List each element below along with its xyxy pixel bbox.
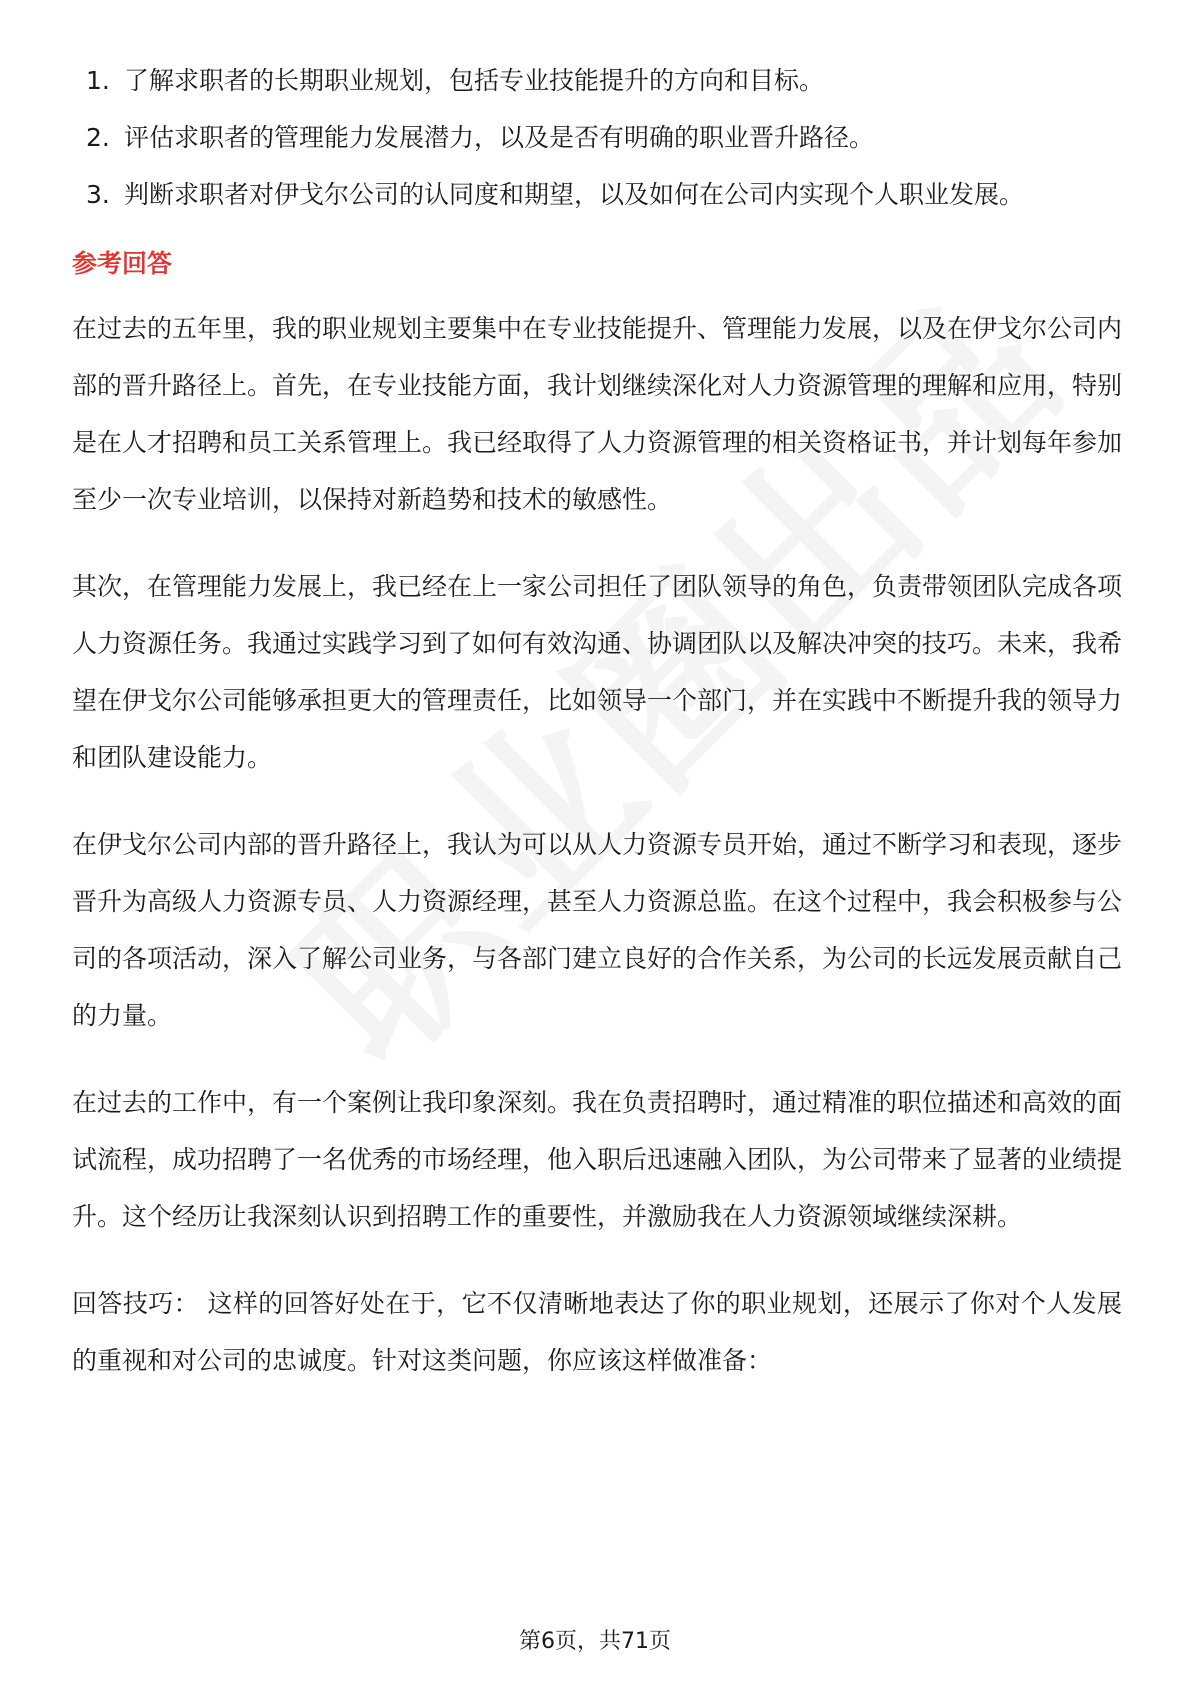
answer-paragraph: 在过去的五年里，我的职业规划主要集中在专业技能提升、管理能力发展，以及在伊戈尔公司内部的晋升路径上。首先，在专业技能方面，我计划继续深化对人力资源管理的理解和应用，特别是在人才招聘和员工关系管理上。我已经取得了人力资源管理的相关资格证书，并计划每年参加至少一次专业培训，以保持对新趋势和技术的敏感性。	[72, 314, 1123, 514]
page-content	[72, 52, 1122, 1419]
page-footer: 第6页，共71页	[519, 1629, 671, 1654]
answer-paragraph: 在伊戈尔公司内部的晋升路径上，我认为可以从人力资源专员开始，通过不断学习和表现，逐步晋升为高级人力资源专员、人力资源经理，甚至人力资源总监。在这个过程中，我会积极参与公司的各项活动，深入了解公司业务，与各部门建立良好的合作关系，为公司的长远发展贡献自己的力量。	[72, 830, 1123, 1030]
section-title-reference-answer: 参考回答	[72, 249, 173, 278]
list-item	[72, 166, 1122, 223]
list-item	[72, 52, 1122, 109]
list-item-text: 评估求职者的管理能力发展潜力，以及是否有明确的职业晋升路径。	[124, 123, 875, 152]
list-item	[72, 109, 1122, 166]
list-item-number: 3.	[86, 180, 110, 209]
answer-paragraph: 在过去的工作中，有一个案例让我印象深刻。我在负责招聘时，通过精准的职位描述和高效的面试流程，成功招聘了一名优秀的市场经理，他入职后迅速融入团队，为公司带来了显著的业绩提升。这个经历让我深刻认识到招聘工作的重要性，并激励我在人力资源领域继续深耕。	[72, 1088, 1123, 1231]
answer-paragraph: 其次，在管理能力发展上，我已经在上一家公司担任了团队领导的角色，负责带领团队完成各项人力资源任务。我通过实践学习到了如何有效沟通、协调团队以及解决冲突的技巧。未来，我希望在伊戈尔公司能够承担更大的管理责任，比如领导一个部门，并在实践中不断提升我的领导力和团队建设能力。	[72, 572, 1123, 772]
answer-tips-paragraph: 回答技巧： 这样的回答好处在于，它不仅清晰地表达了你的职业规划，还展示了你对个人发展的重视和对公司的忠诚度。针对这类问题，你应该这样做准备：	[72, 1289, 1122, 1375]
list-item-text: 了解求职者的长期职业规划，包括专业技能提升的方向和目标。	[124, 66, 825, 95]
list-item-text: 判断求职者对伊戈尔公司的认同度和期望，以及如何在公司内实现个人职业发展。	[124, 180, 1025, 209]
criteria-list	[72, 52, 1122, 223]
list-item-number: 2.	[86, 123, 110, 152]
list-item-number: 1.	[86, 66, 110, 95]
